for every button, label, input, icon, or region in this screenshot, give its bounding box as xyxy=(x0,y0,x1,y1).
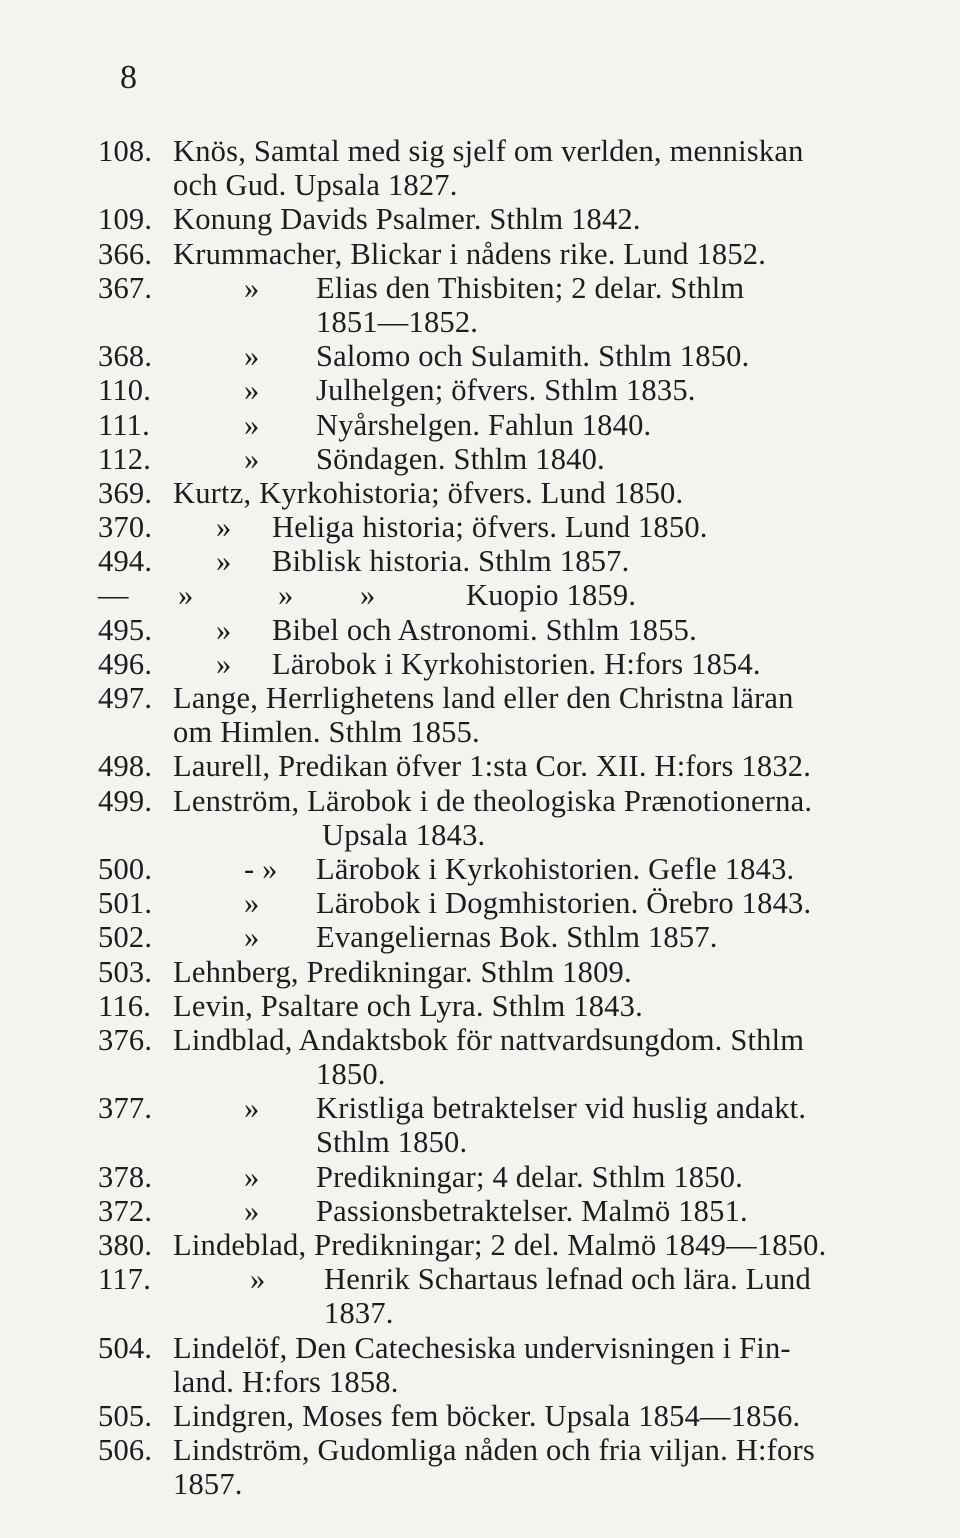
ditto-mark: » xyxy=(216,544,232,579)
ditto-mark: » xyxy=(216,612,232,647)
entry-number: 110. xyxy=(98,373,152,408)
catalog-entry xyxy=(98,168,878,202)
entry-text: Lange, Herrlighetens land eller den Christna läran xyxy=(173,681,794,715)
ditto-mark: » xyxy=(244,1193,260,1228)
ditto-mark: » xyxy=(250,1262,266,1297)
entry-number: 370. xyxy=(98,510,153,545)
catalog-entry xyxy=(98,1296,878,1330)
entry-number: — xyxy=(98,578,129,613)
entry-number: 498. xyxy=(98,749,153,784)
catalog-entry xyxy=(98,681,878,715)
entry-text: Predikningar; 4 delar. Sthlm 1850. xyxy=(316,1159,743,1194)
entry-text: Kurtz, Kyrkohistoria; öfvers. Lund 1850. xyxy=(173,475,684,510)
entry-number: 367. xyxy=(98,270,153,305)
entry-text: Lindström, Gudomliga nåden och fria viljan. H:fors xyxy=(173,1433,815,1468)
catalog-entry xyxy=(98,1023,878,1057)
entry-number: 500. xyxy=(98,851,153,886)
entry-number: 376. xyxy=(98,1022,153,1057)
entry-text: Lindelöf, Den Catechesiska undervisningen i Fin- xyxy=(173,1330,791,1365)
catalog-entry xyxy=(98,715,878,749)
entry-number: 109. xyxy=(98,202,153,237)
entry-text: Laurell, Predikan öfver 1:sta Cor. XII. H:fors 1832. xyxy=(173,749,812,784)
catalog-entry xyxy=(98,476,878,510)
catalog-entry xyxy=(98,510,878,544)
catalog-entry xyxy=(98,818,878,852)
entry-number: 502. xyxy=(98,920,153,955)
entry-text: Konung Davids Psalmer. Sthlm 1842. xyxy=(173,202,641,237)
ditto-mark: - » xyxy=(244,851,278,886)
entry-text: land. H:fors 1858. xyxy=(173,1364,399,1399)
entry-text: Nyårshelgen. Fahlun 1840. xyxy=(316,407,652,442)
catalog-entry xyxy=(98,1365,878,1399)
entry-text: Lindblad, Andaktsbok för nattvardsungdom. Sthlm xyxy=(173,1022,805,1057)
ditto-mark: » xyxy=(244,886,260,921)
catalog-entry xyxy=(98,237,878,271)
entry-text: Biblisk historia. Sthlm 1857. xyxy=(272,544,630,579)
entry-number: 378. xyxy=(98,1159,153,1194)
entry-text: Henrik Schartaus lefnad och lära. Lund xyxy=(324,1262,811,1297)
entry-text: Lärobok i Kyrkohistorien. H:fors 1854. xyxy=(272,646,761,681)
catalog-entry xyxy=(98,784,878,818)
catalog-entry xyxy=(98,544,878,578)
catalog-entry xyxy=(98,271,878,305)
catalog-entry xyxy=(98,408,878,442)
entry-number: 495. xyxy=(98,612,153,647)
catalog-entry xyxy=(98,920,878,954)
entry-text: Krummacher, Blickar i nådens rike. Lund 1852. xyxy=(173,236,767,271)
catalog-entry xyxy=(98,134,878,168)
entry-text: 1857. xyxy=(173,1467,243,1502)
entry-text: Elias den Thisbiten; 2 delar. Sthlm xyxy=(316,270,745,305)
catalog-entry xyxy=(98,1467,878,1501)
catalog-entry xyxy=(98,1433,878,1467)
catalog-entry xyxy=(98,749,878,783)
catalog-entry xyxy=(98,852,878,886)
catalog-entry xyxy=(98,1091,878,1125)
entry-text: Heliga historia; öfvers. Lund 1850. xyxy=(272,510,708,545)
catalog-list xyxy=(98,134,878,1502)
entry-number: 117. xyxy=(98,1262,152,1297)
entry-text: Levin, Psaltare och Lyra. Sthlm 1843. xyxy=(173,988,643,1023)
ditto-mark: » xyxy=(244,339,260,374)
catalog-entry xyxy=(98,1194,878,1228)
entry-number: 377. xyxy=(98,1091,153,1126)
ditto-mark: » xyxy=(244,407,260,442)
entry-number: 503. xyxy=(98,954,153,989)
entry-number: 111. xyxy=(98,407,150,442)
entry-text: 1850. xyxy=(316,1057,386,1092)
entry-text: Bibel och Astronomi. Sthlm 1855. xyxy=(272,612,697,647)
ditto-mark: » xyxy=(360,578,376,613)
ditto-mark: » xyxy=(178,578,194,613)
entry-number: 372. xyxy=(98,1193,153,1228)
ditto-mark: » xyxy=(244,270,260,305)
entry-text: Julhelgen; öfvers. Sthlm 1835. xyxy=(316,373,696,408)
entry-number: 368. xyxy=(98,339,153,374)
catalog-entry xyxy=(98,578,878,612)
entry-text: Sthlm 1850. xyxy=(316,1125,468,1160)
entry-text: om Himlen. Sthlm 1855. xyxy=(173,715,480,750)
catalog-entry xyxy=(98,339,878,373)
catalog-entry xyxy=(98,1160,878,1194)
entry-text: Kristliga betraktelser vid huslig andakt. xyxy=(316,1091,807,1126)
entry-text: Lindgren, Moses fem böcker. Upsala 1854—1856. xyxy=(173,1398,801,1433)
entry-text: 1851—1852. xyxy=(316,304,479,339)
entry-number: 504. xyxy=(98,1330,153,1365)
entry-number: 499. xyxy=(98,783,153,818)
catalog-entry xyxy=(98,1125,878,1159)
entry-number: 116. xyxy=(98,988,152,1023)
catalog-entry xyxy=(98,1228,878,1262)
entry-number: 108. xyxy=(98,134,153,168)
entry-number: 506. xyxy=(98,1433,153,1468)
page-number: 8 xyxy=(120,59,137,96)
catalog-entry xyxy=(98,1057,878,1091)
entry-number: 494. xyxy=(98,544,153,579)
entry-text: Lindeblad, Predikningar; 2 del. Malmö 1849—1850. xyxy=(173,1228,827,1262)
entry-number: 380. xyxy=(98,1228,153,1262)
catalog-entry xyxy=(98,442,878,476)
entry-text: Knös, Samtal med sig sjelf om verlden, menniskan xyxy=(173,134,804,168)
entry-number: 366. xyxy=(98,236,153,271)
entry-number: 505. xyxy=(98,1398,153,1433)
catalog-entry xyxy=(98,613,878,647)
ditto-mark: » xyxy=(278,578,294,613)
entry-text: Evangeliernas Bok. Sthlm 1857. xyxy=(316,920,718,955)
catalog-entry xyxy=(98,1399,878,1433)
ditto-mark: » xyxy=(244,1091,260,1126)
catalog-entry xyxy=(98,955,878,989)
entry-text: Kuopio 1859. xyxy=(466,578,637,613)
ditto-mark: » xyxy=(244,441,260,476)
ditto-mark: » xyxy=(244,373,260,408)
entry-text: 1837. xyxy=(324,1296,394,1331)
catalog-entry xyxy=(98,886,878,920)
entry-text: Passionsbetraktelser. Malmö 1851. xyxy=(316,1193,748,1228)
catalog-entry xyxy=(98,1262,878,1296)
entry-text: Söndagen. Sthlm 1840. xyxy=(316,441,605,476)
entry-number: 496. xyxy=(98,646,153,681)
entry-number: 112. xyxy=(98,441,152,476)
entry-text: Lenström, Lärobok i de theologiska Prænotionerna. xyxy=(173,783,813,818)
entry-text: och Gud. Upsala 1827. xyxy=(173,168,458,203)
catalog-entry xyxy=(98,202,878,236)
ditto-mark: » xyxy=(244,920,260,955)
ditto-mark: » xyxy=(244,1159,260,1194)
catalog-entry xyxy=(98,305,878,339)
ditto-mark: » xyxy=(216,646,232,681)
catalog-entry xyxy=(98,373,878,407)
entry-number: 497. xyxy=(98,681,153,715)
entry-text: Lärobok i Kyrkohistorien. Gefle 1843. xyxy=(316,851,795,886)
entry-text: Salomo och Sulamith. Sthlm 1850. xyxy=(316,339,750,374)
entry-number: 501. xyxy=(98,886,153,921)
entry-text: Lehnberg, Predikningar. Sthlm 1809. xyxy=(173,954,632,989)
entry-text: Lärobok i Dogmhistorien. Örebro 1843. xyxy=(316,886,812,921)
catalog-entry xyxy=(98,1331,878,1365)
ditto-mark: » xyxy=(216,510,232,545)
entry-number: 369. xyxy=(98,475,153,510)
catalog-entry xyxy=(98,647,878,681)
entry-text: Upsala 1843. xyxy=(322,817,486,852)
catalog-entry xyxy=(98,989,878,1023)
